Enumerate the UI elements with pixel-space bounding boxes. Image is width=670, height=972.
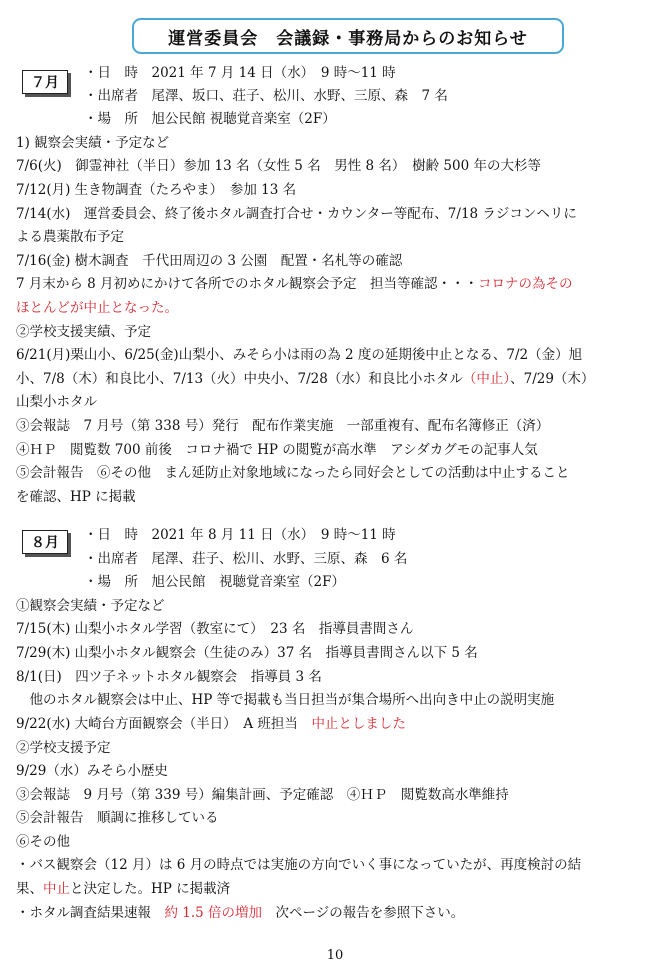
minutes-line — [16, 133, 169, 153]
highlight-text: 約 1.5 倍の増加 — [164, 905, 263, 921]
text-segment: 7 月末から 8 月初めにかけて各所でのホタル観察会予定 担当等確認・・・ — [16, 276, 479, 292]
minutes-line — [84, 63, 396, 83]
text-segment: 6/21(月)栗山小、6/25(金)山梨小、みそら小は雨の為 2 度の延期後中止となる、7/2（金）旭 — [16, 347, 583, 363]
minutes-line — [16, 714, 406, 734]
minutes-line — [16, 808, 219, 828]
text-segment: 山梨小ホタル — [16, 394, 97, 410]
minutes-line — [16, 180, 296, 200]
text-segment: ・場 所 旭公民館 視聴覚音楽室（2F） — [84, 574, 345, 590]
text-segment: 次ページの報告を参照下さい。 — [262, 905, 465, 921]
minutes-line — [16, 619, 413, 639]
text-segment: ・日 時 2021 年 8 月 11 日（水） 9 時〜11 時 — [84, 527, 396, 543]
text-segment: ・ホタル調査結果速報 — [16, 905, 165, 921]
text-segment: ④ＨＰ 閲覧数 700 前後 コロナ禍で HP の閲覧が高水準 アシダカグモの記事人気 — [16, 442, 538, 458]
text-segment: 7/16(金) 樹木調査 千代田周辺の 3 公園 配置・名札等の確認 — [16, 253, 403, 269]
minutes-line — [16, 345, 582, 365]
minutes-line — [16, 416, 549, 436]
minutes-line — [16, 596, 165, 616]
highlight-text: 中止としました — [311, 716, 406, 732]
text-segment: 7/29(木) 山梨小ホタル観察会（生徒のみ）37 名 指導員書間さん以下 5 名 — [16, 645, 478, 661]
text-segment: と決定した。HP に掲載済 — [70, 881, 231, 897]
minutes-line — [16, 879, 230, 899]
minutes-line — [16, 298, 178, 318]
minutes-line — [16, 903, 464, 923]
month-label-august: ８月 — [22, 530, 68, 554]
text-segment: ③会報誌 9 月号（第 339 号）編集計画、予定確認 ④ＨＰ 閲覧数高水準維持 — [16, 787, 509, 803]
minutes-line — [16, 785, 509, 805]
text-segment: 7/6(火) 御霊神社（半日）参加 13 名（女性 5 名 男性 8 名） 樹齢 500 年の大杉等 — [16, 158, 541, 174]
page-title: 運営委員会 会議録・事務局からのお知らせ — [132, 18, 564, 54]
minutes-line — [16, 322, 151, 342]
minutes-line — [16, 392, 97, 412]
minutes-line — [16, 440, 538, 460]
highlight-text: （中止） — [462, 371, 511, 387]
text-segment: ③会報誌 7 月号（第 338 号）発行 配布作業実施 一部重複有、配布名簿修正（済） — [16, 418, 550, 434]
text-segment: ②学校支援実績、予定 — [16, 324, 151, 340]
text-segment: 7/12(月) 生き物調査（たろやま） 参加 13 名 — [16, 182, 297, 198]
minutes-line — [16, 643, 478, 663]
minutes-line — [16, 156, 541, 176]
minutes-line — [16, 832, 70, 852]
text-segment: ⑤会計報告 順調に推移している — [16, 810, 219, 826]
text-segment: 7/15(木) 山梨小ホタル学習（教室にて） 23 名 指導員書間さん — [16, 621, 414, 637]
text-segment: ・出席者 尾澤、荘子、松川、水野、三原、森 6 名 — [84, 551, 408, 567]
minutes-line — [16, 369, 594, 389]
text-segment: 他のホタル観察会は中止、HP 等で掲載も当日担当が集合場所へ出向き中止の説明実施 — [16, 692, 555, 708]
minutes-line — [16, 204, 577, 224]
minutes-line — [84, 549, 407, 569]
minutes-line — [84, 572, 345, 592]
minutes-line — [84, 525, 396, 545]
minutes-line — [16, 855, 581, 875]
text-segment: 小、7/8（木）和良比小、7/13（火）中央小、7/28（水）和良比小ホタル — [16, 371, 463, 387]
text-segment: ⑥その他 — [16, 834, 70, 850]
minutes-line — [16, 251, 402, 271]
minutes-line — [84, 109, 336, 129]
text-segment: 7/14(水) 運営委員会、終了後ホタル調査打合せ・カウンター等配布、7/18 ラジコンヘリに — [16, 206, 577, 222]
text-segment: 、7/29（木） — [510, 371, 595, 387]
text-segment: ②学校支援予定 — [16, 740, 111, 756]
minutes-line — [16, 667, 322, 687]
text-segment: 1) 観察会実績・予定など — [16, 135, 170, 151]
text-segment: よる農薬散布予定 — [16, 229, 124, 245]
minutes-line — [16, 274, 573, 294]
page-number: 10 — [326, 948, 344, 963]
text-segment: ・出席者 尾澤、坂口、荘子、松川、水野、三原、森 7 名 — [84, 88, 448, 104]
text-segment: ⑤会計報告 ⑥その他 まん延防止対象地域になったら同好会としての活動は中止すること — [16, 465, 570, 481]
highlight-text: ほとんどが中止となった。 — [16, 300, 178, 316]
text-segment: 9/29（水）みそら小歴史 — [16, 763, 168, 779]
text-segment: ①観察会実績・予定など — [16, 598, 165, 614]
text-segment: 8/1(日) 四ツ子ネットホタル観察会 指導員 3 名 — [16, 669, 322, 685]
minutes-line — [16, 227, 124, 247]
minutes-line — [16, 487, 136, 507]
minutes-line — [16, 463, 570, 483]
minutes-line — [84, 86, 448, 106]
minutes-line — [16, 738, 111, 758]
text-segment: 9/22(水) 大崎台方面観察会（半日） A 班担当 — [16, 716, 312, 732]
minutes-line — [16, 690, 554, 710]
month-label-july: ７月 — [22, 70, 68, 94]
text-segment: ・日 時 2021 年 7 月 14 日（水） 9 時〜11 時 — [84, 65, 396, 81]
text-segment: 果、 — [16, 881, 43, 897]
text-segment: ・場 所 旭公民館 視聴覚音楽室（2F） — [84, 111, 336, 127]
text-segment: を確認、HP に掲載 — [16, 489, 136, 505]
highlight-text: 中止 — [43, 881, 70, 897]
text-segment: ・バス観察会（12 月）は 6 月の時点では実施の方向でいく事になっていたが、再度検討の結 — [16, 857, 582, 873]
minutes-line — [16, 761, 168, 781]
highlight-text: コロナの為その — [478, 276, 573, 292]
